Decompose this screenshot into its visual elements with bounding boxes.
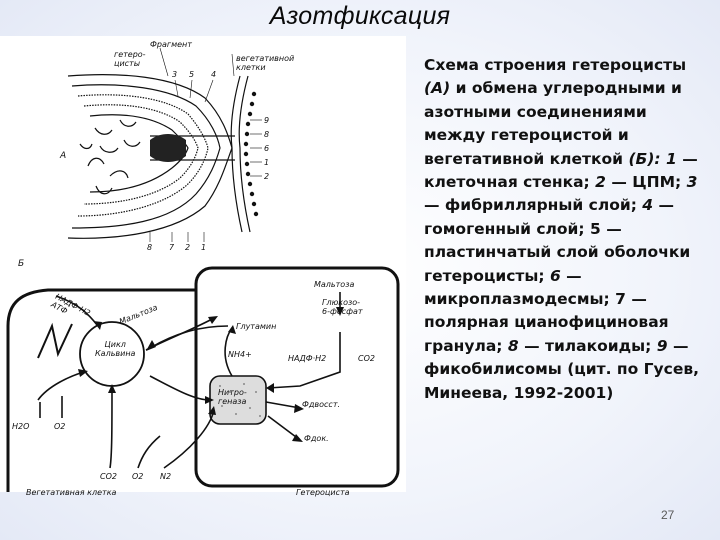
caption-text: — ЦПМ; <box>605 173 687 192</box>
label-n2-bottom: N2 <box>160 472 172 481</box>
label-right-num-9: 9 <box>264 116 270 125</box>
label-bottom-num-7: 7 <box>169 243 175 252</box>
label-glucose-6-phosphate: Глюкозо- 6-фосфат <box>322 298 363 316</box>
label-part-a: А <box>60 151 67 161</box>
caption-text: Схема строения гетероцисты <box>424 56 687 74</box>
label-o2-bottom: O2 <box>132 472 144 481</box>
caption-text: и обмена углеродными и азотными соединениями между гетероцистой и вегетативной клеткой <box>424 79 682 168</box>
label-vegetative-cell: Вегетативная клетка <box>26 488 117 497</box>
label-o2-left: O2 <box>54 422 66 431</box>
caption-number: 9 <box>656 336 668 355</box>
caption-number: 2 <box>595 173 606 192</box>
label-glutamine: Глутамин <box>236 322 277 331</box>
label-vegetative-cells: вегетативной клетки <box>236 54 295 72</box>
label-co2-right: CO2 <box>358 354 375 363</box>
label-maltose-right: Мальтоза <box>314 280 355 289</box>
label-right-num-8: 8 <box>264 130 270 139</box>
slide-caption <box>424 54 712 405</box>
label-heterocyst: Гетероциста <box>296 488 350 497</box>
caption-number: 8 <box>507 336 519 355</box>
label-bottom-num-8: 8 <box>147 243 153 252</box>
polar-granule-drawing <box>150 134 186 162</box>
label-bottom-num-1: 1 <box>201 243 207 252</box>
label-fd-oxidized: Фдок. <box>304 434 329 443</box>
label-co2-bottom: CO2 <box>100 472 117 481</box>
caption-text: — тилакоиды; <box>518 336 657 355</box>
label-calvin-cycle: Цикл Кальвина <box>95 340 136 358</box>
label-fragment: Фрагмент <box>150 40 192 49</box>
page-number: 27 <box>661 508 675 522</box>
label-top-num-4: 4 <box>211 70 217 79</box>
caption-number: 1 <box>666 149 677 168</box>
label-nh4: NH4+ <box>228 350 252 359</box>
label-nadph-h2: НАДФ·Н2 <box>288 354 327 363</box>
label-maltose-left: Мальтоза <box>118 302 159 327</box>
heterocyst-figure <box>0 36 406 497</box>
caption-ref-b: (Б): <box>628 149 661 168</box>
label-right-num-1: 1 <box>264 158 270 167</box>
label-bottom-num-2: 2 <box>185 243 191 252</box>
label-right-num-6: 6 <box>264 144 270 153</box>
label-top-num-3: 3 <box>172 70 178 79</box>
caption-ref-a: (А) <box>424 79 451 98</box>
phycobilisome-dots <box>244 92 258 216</box>
caption-number: 6 <box>549 266 561 285</box>
caption-number: 4 <box>642 196 654 215</box>
caption-text: — микроплазмодесмы; 7 — полярная цианофициновая гранула; <box>424 266 669 355</box>
caption-text: — гомогенный слой; 5 — пластинчатый слой оболочки гетероцисты; <box>424 196 691 285</box>
label-right-num-2: 2 <box>264 172 270 181</box>
caption-text: — фикобилисомы (цит. по Гусев, Минеева, 1992-2001) <box>424 336 700 402</box>
slide-title: Азотфиксация <box>269 2 451 30</box>
label-nadph-atp: НАДФ·Н2 АТФ <box>49 292 92 318</box>
label-nitrogenase: Нитро- геназа <box>218 388 247 406</box>
label-top-num-5: 5 <box>189 70 195 79</box>
caption-number: 3 <box>686 173 698 192</box>
label-heterocysts: гетеро- цисты <box>114 50 146 68</box>
label-fd-reduced: Фдвосст. <box>302 400 341 409</box>
label-part-b: Б <box>18 259 25 269</box>
label-h2o: H2O <box>12 422 30 431</box>
caption-text: — клеточная стенка; <box>424 149 698 192</box>
caption-text: — фибриллярный слой; <box>424 196 643 215</box>
